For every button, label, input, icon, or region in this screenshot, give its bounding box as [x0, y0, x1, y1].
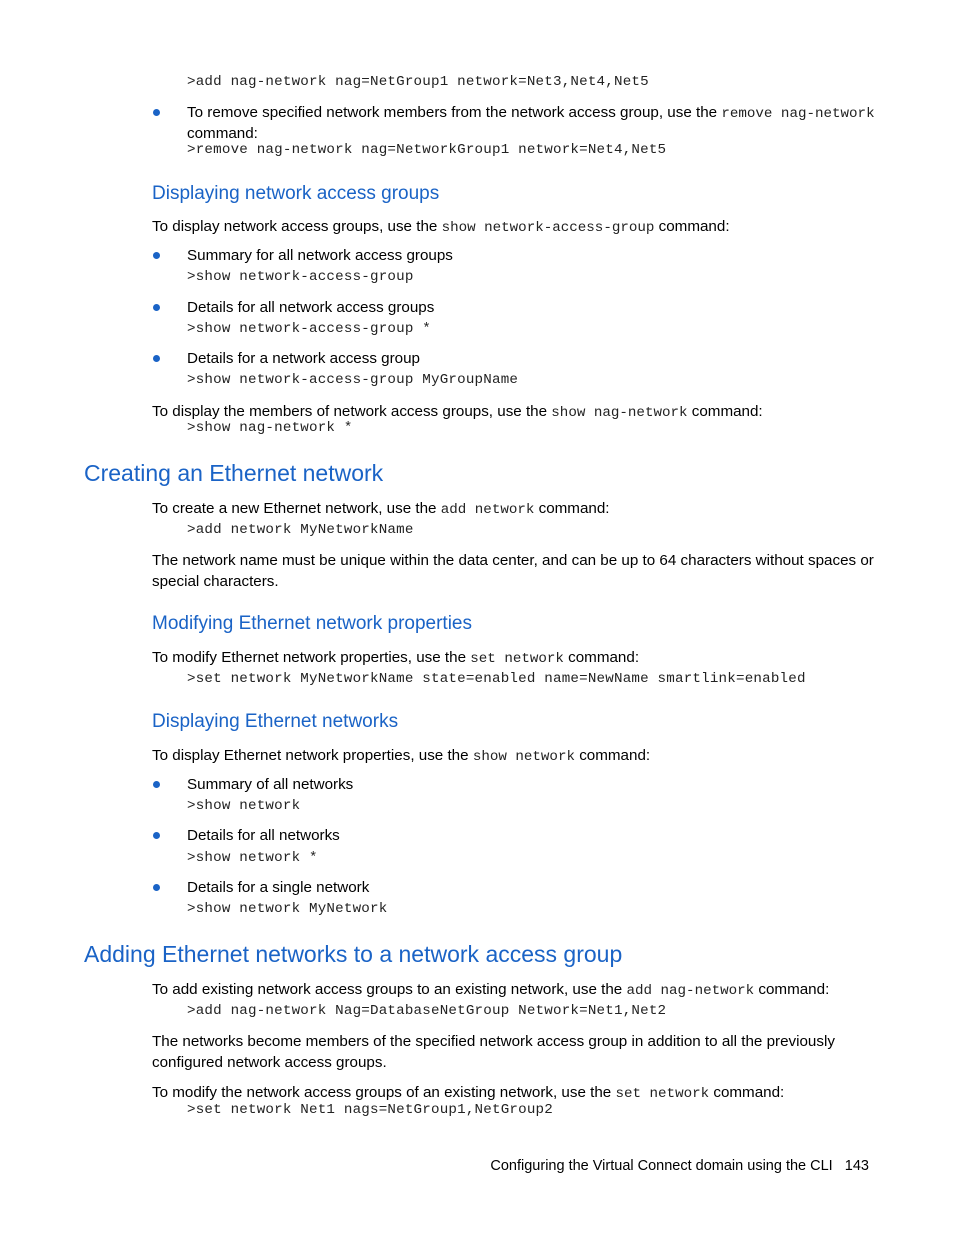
code-line: >show nag-network *	[187, 420, 353, 436]
code-line: >add nag-network nag=NetGroup1 network=Net3,Net4,Net5	[187, 74, 649, 90]
bullet-text: Details for all networks	[187, 827, 340, 844]
section-heading: Displaying Ethernet networks	[152, 711, 399, 732]
paragraph: To modify Ethernet network properties, use the set network command:	[152, 649, 640, 667]
bullet-text-cont: command:	[187, 125, 258, 142]
paragraph: To add existing network access groups to an existing network, use the add nag-network command:	[152, 981, 830, 999]
chapter-heading: Creating an Ethernet network	[84, 460, 384, 486]
section-heading: Modifying Ethernet network properties	[152, 613, 472, 634]
bullet-icon	[153, 355, 160, 362]
bullet-text: To remove specified network members from the network access group, use the remove nag-network	[187, 104, 875, 122]
bullet-icon	[153, 884, 160, 891]
code-line: >add nag-network Nag=DatabaseNetGroup Network=Net1,Net2	[187, 1003, 667, 1019]
paragraph-cont: special characters.	[152, 573, 279, 590]
code-line: >show network	[187, 798, 301, 814]
footer-title: Configuring the Virtual Connect domain using the CLI	[490, 1158, 833, 1174]
paragraph: To modify the network access groups of an existing network, use the set network command:	[152, 1084, 785, 1102]
bullet-text: Details for a network access group	[187, 350, 420, 367]
code-line: >show network MyNetwork	[187, 901, 388, 917]
bullet-icon	[153, 109, 160, 116]
paragraph: To display network access groups, use the show network-access-group command:	[152, 218, 730, 236]
bullet-text: Summary for all network access groups	[187, 247, 453, 264]
bullet-text: Details for all network access groups	[187, 299, 435, 316]
paragraph: To create a new Ethernet network, use the add network command:	[152, 500, 610, 518]
code-line: >show network-access-group	[187, 269, 414, 285]
paragraph: To display Ethernet network properties, use the show network command:	[152, 747, 651, 765]
bullet-icon	[153, 781, 160, 788]
code-line: >remove nag-network nag=NetworkGroup1 network=Net4,Net5	[187, 142, 667, 158]
code-line: >show network-access-group MyGroupName	[187, 372, 519, 388]
paragraph: The network name must be unique within the data center, and can be up to 64 characters without spaces or	[152, 552, 874, 569]
page-number: 143	[844, 1158, 869, 1174]
page-footer	[490, 1158, 869, 1174]
code-line: >set network MyNetworkName state=enabled name=NewName smartlink=enabled	[187, 671, 806, 687]
code-line: >show network-access-group *	[187, 321, 431, 337]
paragraph: To display the members of network access groups, use the show nag-network command:	[152, 403, 763, 421]
bullet-icon	[153, 832, 160, 839]
code-line: >add network MyNetworkName	[187, 522, 414, 538]
paragraph-cont: configured network access groups.	[152, 1054, 387, 1071]
bullet-text: Summary of all networks	[187, 776, 354, 793]
code-line: >show network *	[187, 850, 318, 866]
bullet-icon	[153, 304, 160, 311]
chapter-heading: Adding Ethernet networks to a network access group	[84, 941, 623, 967]
bullet-icon	[153, 252, 160, 259]
code-line: >set network Net1 nags=NetGroup1,NetGroup2	[187, 1102, 553, 1118]
paragraph: The networks become members of the specified network access group in addition to all the previously	[152, 1033, 835, 1050]
section-heading: Displaying network access groups	[152, 183, 440, 204]
bullet-text: Details for a single network	[187, 879, 370, 896]
